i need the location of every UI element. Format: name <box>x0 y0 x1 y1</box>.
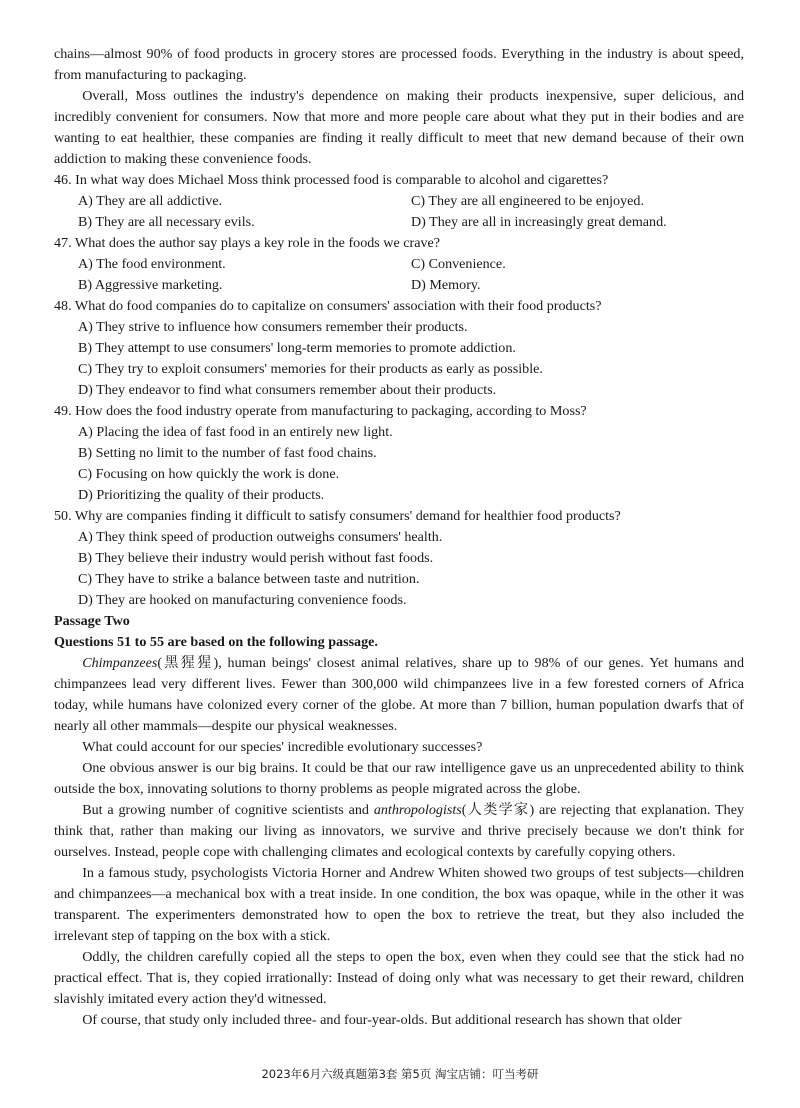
question-text: 50. Why are companies finding it difficult to satisfy consumers' demand for healthier food products? <box>54 508 621 524</box>
question-text: 47. What does the author say plays a key role in the foods we crave? <box>54 235 441 251</box>
question-50 <box>54 506 744 611</box>
question-text: 49. How does the food industry operate from manufacturing to packaging, according to Moss? <box>54 403 587 419</box>
option-d: D) Prioritizing the quality of their products. <box>78 487 325 503</box>
option-b: B) They are all necessary evils. <box>78 214 255 230</box>
passage-paragraph-2: What could account for our species' incredible evolutionary successes? <box>82 739 483 755</box>
option-b: B) Aggressive marketing. <box>78 277 223 293</box>
question-text: 48. What do food companies do to capitalize on consumers' association with their food products? <box>54 298 602 314</box>
option-d: D) They are hooked on manufacturing convenience foods. <box>78 592 407 608</box>
question-48 <box>54 296 744 401</box>
passage-instruction: Questions 51 to 55 are based on the following passage. <box>54 634 378 650</box>
options <box>54 527 744 611</box>
option-a: A) They are all addictive. <box>78 193 223 209</box>
question-text: 46. In what way does Michael Moss think processed food is comparable to alcohol and cigarettes? <box>54 172 609 188</box>
option-a: A) They think speed of production outweighs consumers' health. <box>78 529 443 545</box>
passage-paragraph-3: One obvious answer is our big brains. It could be that our raw intelligence gave us an unprecedented ability to think outside the box, innovating solutions to thorny problems as people migrated across the globe. <box>54 760 744 797</box>
option-b: B) They attempt to use consumers' long-term memories to promote addiction. <box>78 340 516 356</box>
option-d: D) They endeavor to find what consumers remember about their products. <box>78 382 497 398</box>
option-c: C) They are all engineered to be enjoyed. <box>411 193 644 209</box>
option-b: B) They believe their industry would perish without fast foods. <box>78 550 434 566</box>
passage-paragraph-4 <box>54 800 744 863</box>
paragraph-text: But a growing number of cognitive scientists and <box>82 802 374 818</box>
passage-paragraph-5: In a famous study, psychologists Victoria Horner and Andrew Whiten showed two groups of test subjects—children and chimpanzees—a mechanical box with a treat inside. In one condition, the box was opaque, while in the other it was transparent. The experimenters demonstrated how to open the box to retrieve the treat, but they also included the irrelevant step of tapping on the box with a stick. <box>54 865 744 944</box>
paragraph-text: , human beings' closest animal relatives, share up to 98% of our genes. Yet humans and chimpanzees lead very different lives. Fewer than 300,000 wild chimpanzees live in a few forested corners of Africa today, while humans have colonized every corner of the globe. At more than 7 billion, human population dwarfs that of nearly all other mammals—despite our physical weaknesses. <box>54 655 744 734</box>
paragraph-text: are rejecting that explanation. They think that, rather than making our living as innovators, we survive and thrive precisely because we don't think for ourselves. Instead, people cope with challenging climates and ecological contexts by carefully copying others. <box>54 802 744 860</box>
term-chimpanzees: Chimpanzees <box>82 655 158 671</box>
options <box>54 317 744 401</box>
page-footer: 2023年6月六级真题第3套 第5页 淘宝店铺：叮当考研 <box>261 1067 539 1081</box>
options <box>54 254 744 296</box>
intro-paragraph-2: Overall, Moss outlines the industry's dependence on making their products inexpensive, super delicious, and incredibly convenient for consumers. Now that more and more people care about what they put in their bodies and are wanting to eat healthier, these companies are finding it really difficult to meet that new demand because of their own addiction to making these convenience foods. <box>54 88 744 167</box>
passage-paragraph-1 <box>54 653 744 737</box>
option-c: C) They have to strike a balance between taste and nutrition. <box>78 571 420 587</box>
passage-paragraph-7: Of course, that study only included three- and four-year-olds. But additional research has shown that older <box>82 1012 682 1028</box>
passage-heading: Passage Two <box>54 613 130 629</box>
option-a: A) They strive to influence how consumers remember their products. <box>78 319 468 335</box>
options <box>54 422 744 506</box>
option-c: C) They try to exploit consumers' memories for their products as early as possible. <box>78 361 543 377</box>
term-anthropologists: anthropologists <box>373 802 462 818</box>
question-47 <box>54 233 744 296</box>
passage-paragraph-6: Oddly, the children carefully copied all the steps to open the box, even when they could see that the stick had no practical effect. That is, they copied irrationally: Instead of doing only what was necessary to get their reward, children slavishly imitated every action they'd witnessed. <box>54 949 744 1007</box>
option-b: B) Setting no limit to the number of fast food chains. <box>78 445 377 461</box>
gloss-chimpanzees: (黑猩猩) <box>157 655 219 671</box>
question-46 <box>54 170 744 233</box>
options <box>54 191 744 233</box>
gloss-anthropologists: (人类学家) <box>461 802 535 818</box>
option-a: A) The food environment. <box>78 256 226 272</box>
option-c: C) Convenience. <box>411 256 506 272</box>
option-d: D) They are all in increasingly great demand. <box>411 214 667 230</box>
option-d: D) Memory. <box>411 277 481 293</box>
option-c: C) Focusing on how quickly the work is done. <box>78 466 340 482</box>
intro-paragraph-1: chains—almost 90% of food products in grocery stores are processed foods. Everything in the industry is about speed, from manufacturing to packaging. <box>54 46 744 83</box>
option-a: A) Placing the idea of fast food in an entirely new light. <box>78 424 393 440</box>
question-49 <box>54 401 744 506</box>
